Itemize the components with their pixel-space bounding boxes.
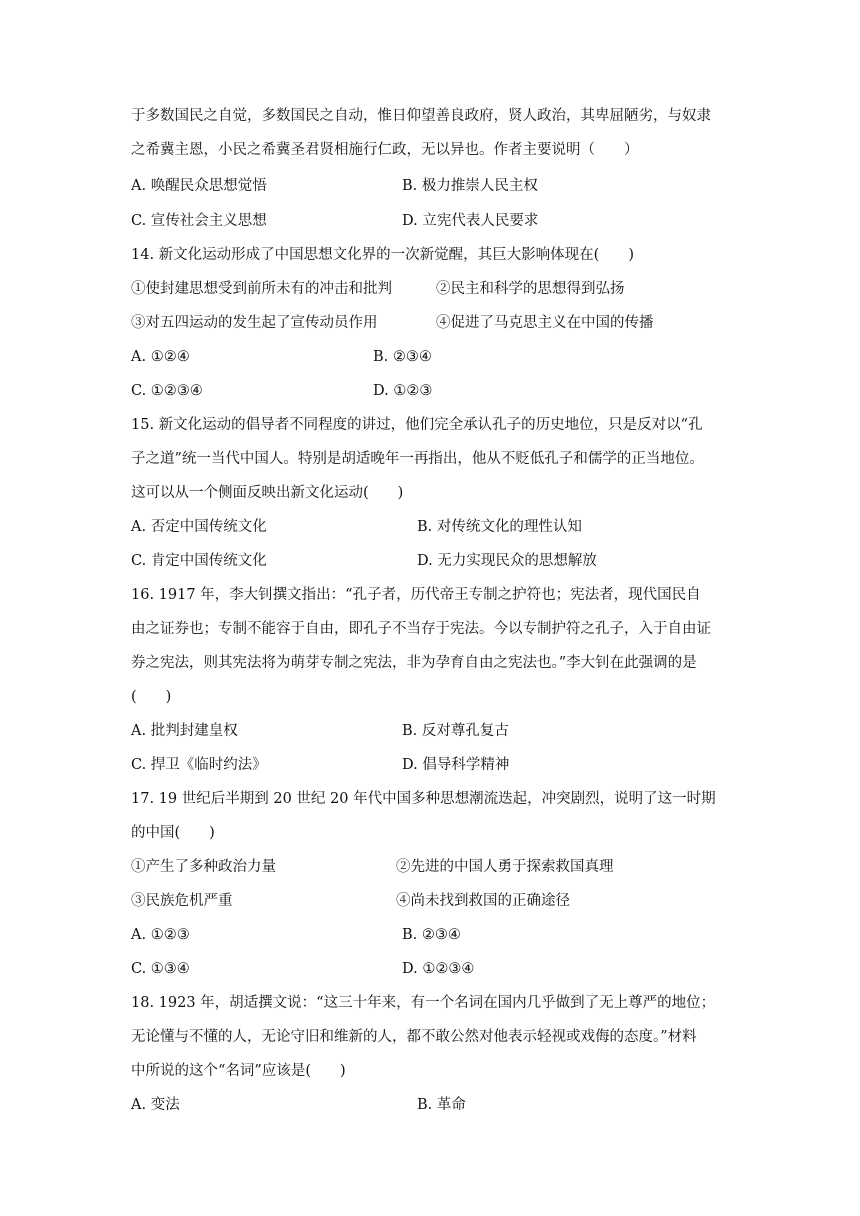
q13-option-c[interactable]: C. 宣传社会主义思想 (131, 213, 267, 229)
q16-stem-line-3: 券之宪法，则其宪法将为萌芽专制之宪法，非为孕育自由之宪法也。”李大钊在此强调的是 (131, 655, 697, 671)
q17-option-b[interactable]: B. ②③④ (402, 927, 461, 943)
q17-option-c[interactable]: C. ①③④ (131, 961, 190, 977)
q16-option-d[interactable]: D. 倡导科学精神 (402, 757, 510, 773)
q14-item-4: ④促进了马克思主义在中国的传播 (436, 315, 654, 331)
q17-option-d[interactable]: D. ①②③④ (402, 961, 475, 977)
q15-stem-line-1: 15. 新文化运动的倡导者不同程度的讲过，他们完全承认孔子的历史地位，只是反对以“孔 (131, 417, 703, 433)
q16-stem-line-1: 16. 1917 年，李大钊撰文指出：“孔子者，历代帝王专制之护符也；宪法者，现代国民自 (131, 587, 701, 603)
q18-stem-line-2: 无论懂与不懂的人，无论守旧和维新的人，都不敢公然对他表示轻视或戏侮的态度。”材料 (131, 1029, 697, 1045)
q17-option-a[interactable]: A. ①②③ (131, 927, 190, 943)
q16-stem-line-2: 由之证券也；专制不能容于自由，即孔子不当存于宪法。今以专制护符之孔子，入于自由证 (131, 621, 711, 637)
q15-option-b[interactable]: B. 对传统文化的理性认知 (417, 519, 582, 535)
q14-option-d[interactable]: D. ①②③ (373, 383, 433, 399)
q17-item-1: ①产生了多种政治力量 (131, 859, 276, 875)
q16-option-a[interactable]: A. 批判封建皇权 (131, 723, 238, 739)
q17-item-3: ③民族危机严重 (131, 893, 233, 909)
q18-option-a[interactable]: A. 变法 (131, 1097, 180, 1113)
q13-option-b[interactable]: B. 极力推崇人民主权 (402, 178, 538, 194)
q13-option-a[interactable]: A. 唤醒民众思想觉悟 (131, 178, 267, 194)
q17-item-4: ④尚未找到救国的正确途径 (396, 893, 570, 909)
q17-stem-line-2: 的中国( ) (131, 825, 215, 841)
q18-option-b[interactable]: B. 革命 (417, 1097, 466, 1113)
q15-stem-line-2: 子之道”统一当代中国人。特别是胡适晚年一再指出，他从不贬低孔子和儒学的正当地位。 (131, 451, 704, 467)
q15-option-c[interactable]: C. 肯定中国传统文化 (131, 553, 267, 569)
q15-option-a[interactable]: A. 否定中国传统文化 (131, 519, 267, 535)
q14-option-a[interactable]: A. ①②④ (131, 349, 190, 365)
q14-stem: 14. 新文化运动形成了中国思想文化界的一次新觉醒，其巨大影响体现在( ) (131, 247, 634, 263)
q16-stem-line-4: ( ) (131, 689, 172, 705)
q14-option-b[interactable]: B. ②③④ (373, 349, 432, 365)
q13-option-d[interactable]: D. 立宪代表人民要求 (402, 213, 539, 229)
q15-stem-line-3: 这可以从一个侧面反映出新文化运动( ) (131, 485, 404, 501)
q16-option-c[interactable]: C. 捍卫《临时约法》 (131, 757, 267, 773)
q17-stem-line-1: 17. 19 世纪后半期到 20 世纪 20 年代中国多种思想潮流迭起，冲突剧烈，说明了这一时期 (131, 791, 716, 807)
q17-item-2: ②先进的中国人勇于探索救国真理 (396, 859, 614, 875)
q15-option-d[interactable]: D. 无力实现民众的思想解放 (417, 553, 597, 569)
q18-stem-line-3: 中所说的这个“名词”应该是( ) (131, 1063, 346, 1079)
q14-item-3: ③对五四运动的发生起了宣传动员作用 (131, 315, 378, 331)
q13-stem-line-1: 于多数国民之自觉，多数国民之自动，惟日仰望善良政府，贤人政治，其卑屈陋劣，与奴隶 (131, 108, 711, 124)
q13-stem-line-2: 之希冀主恩，小民之希冀圣君贤相施行仁政，无以异也。作者主要说明（ ） (131, 142, 639, 158)
q14-item-2: ②民主和科学的思想得到弘扬 (436, 281, 625, 297)
q16-option-b[interactable]: B. 反对尊孔复古 (402, 723, 509, 739)
q18-stem-line-1: 18. 1923 年，胡适撰文说：“这三十年来，有一个名词在国内几乎做到了无上尊严的地位； (131, 995, 716, 1011)
q14-item-1: ①使封建思想受到前所未有的冲击和批判 (131, 281, 392, 297)
q14-option-c[interactable]: C. ①②③④ (131, 383, 203, 399)
